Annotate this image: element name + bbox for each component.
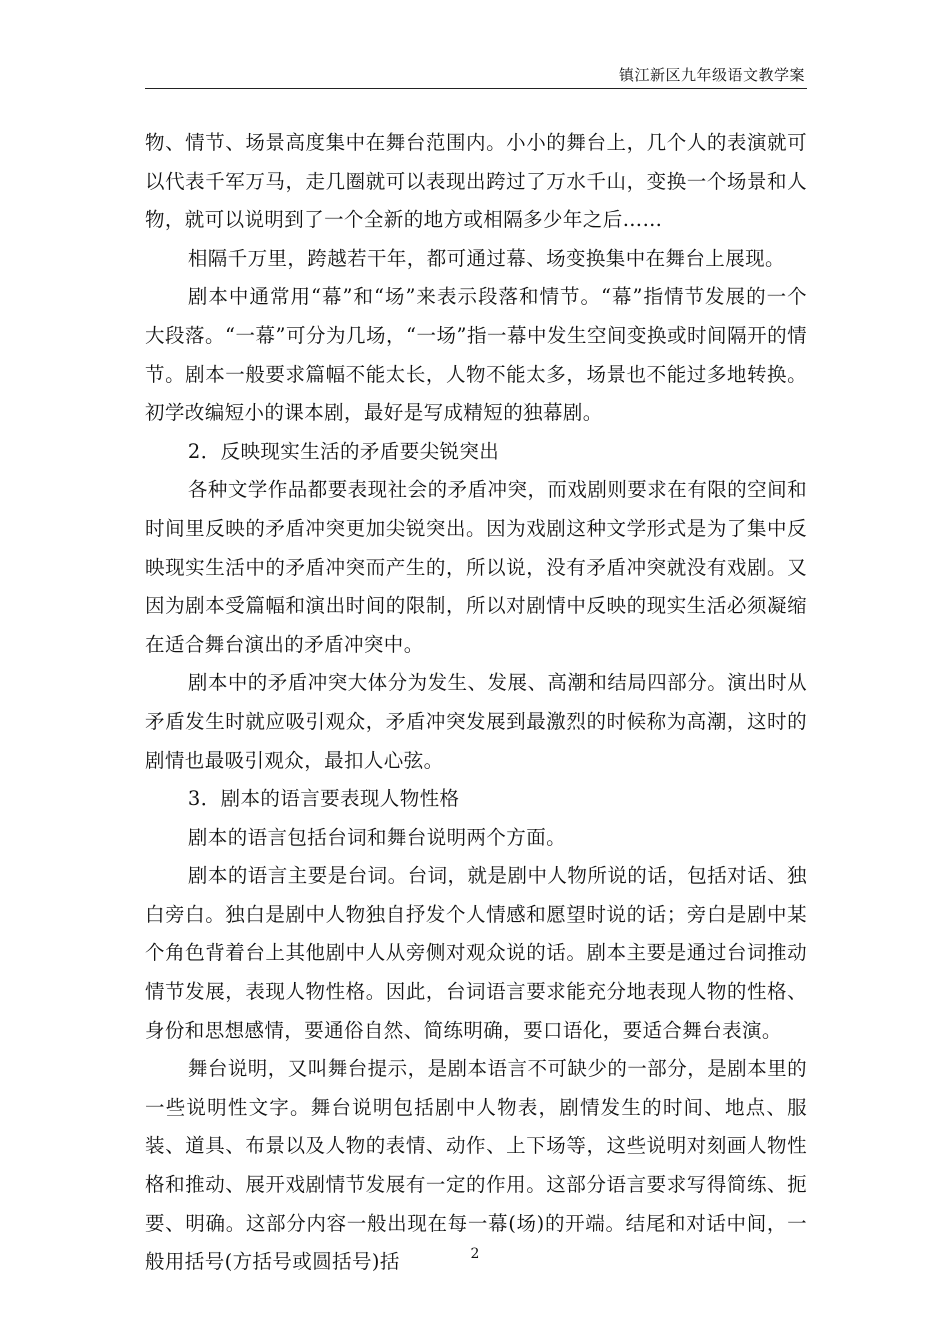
paragraph: 剧本的语言包括台词和舞台说明两个方面。 — [187, 825, 566, 849]
paragraph: 各种文学作品都要表现社会的矛盾冲突，而戏剧则要求在有限的空间和时间里反映的矛盾冲突更加尖锐突出。因为戏剧这种文学形式是为了集中反映现实生活中的矛盾冲突而产生的，所以说，没有矛盾冲突就没有戏剧。又因为剧本受篇幅和演出时间的限制，所以对剧情中反映的现实生活必须凝缩在适合舞台演出的矛盾冲突中。 — [145, 478, 807, 656]
paragraph: 剧本的语言主要是台词。台词，就是剧中人物所说的话，包括对话、独白旁白。独白是剧中人物独自抒发个人情感和愿望时说的话；旁白是剧中某个角色背着台上其他剧中人从旁侧对观众说的话。剧本主要是通过台词推动情节发展，表现人物性格。因此，台词语言要求能充分地表现人物的性格、身份和思想感情，要通俗自然、简练明确，要口语化，要适合舞台表演。 — [145, 864, 807, 1042]
paragraph: 物、情节、场景高度集中在舞台范围内。小小的舞台上，几个人的表演就可以代表千军万马，走几圈就可以表现出跨过了万水千山，变换一个场景和人物，就可以说明到了一个全新的地方或相隔多少年之后…… — [145, 131, 807, 232]
paragraph: 3．剧本的语言要表现人物性格 — [187, 787, 460, 811]
paragraph: 剧本中通常用“幕”和“场”来表示段落和情节。“幕”指情节发展的一个大段落。“一幕”可分为几场，“一场”指一幕中发生空间变换或时间隔开的情节。剧本一般要求篇幅不能太长，人物不能太多，场景也不能过多地转换。初学改编短小的课本剧，最好是写成精短的独幕剧。 — [145, 285, 807, 425]
document-body — [145, 124, 807, 1282]
paragraph: 剧本中的矛盾冲突大体分为发生、发展、高潮和结局四部分。演出时从矛盾发生时就应吸引观众，矛盾冲突发展到最激烈的时候称为高潮，这时的剧情也最吸引观众，最扣人心弦。 — [145, 671, 807, 772]
page-header — [145, 66, 807, 89]
page-number: 2 — [470, 1246, 480, 1262]
paragraph: 舞台说明，又叫舞台提示，是剧本语言不可缺少的一部分，是剧本里的一些说明性文字。舞台说明包括剧中人物表，剧情发生的时间、地点、服装、道具、布景以及人物的表情、动作、上下场等，这些说明对刻画人物性格和推动、展开戏剧情节发展有一定的作用。这部分语言要求写得简练、扼要、明确。这部分内容一般出现在每一幕(场)的开端。结尾和对话中间，一般用括号(方括号或圆括号)括 — [145, 1057, 807, 1274]
paragraph: 相隔千万里，跨越若干年，都可通过幕、场变换集中在舞台上展现。 — [187, 246, 785, 270]
paragraph: 2．反映现实生活的矛盾要尖锐突出 — [187, 439, 500, 463]
header-title: 镇江新区九年级语文教学案 — [618, 66, 805, 84]
